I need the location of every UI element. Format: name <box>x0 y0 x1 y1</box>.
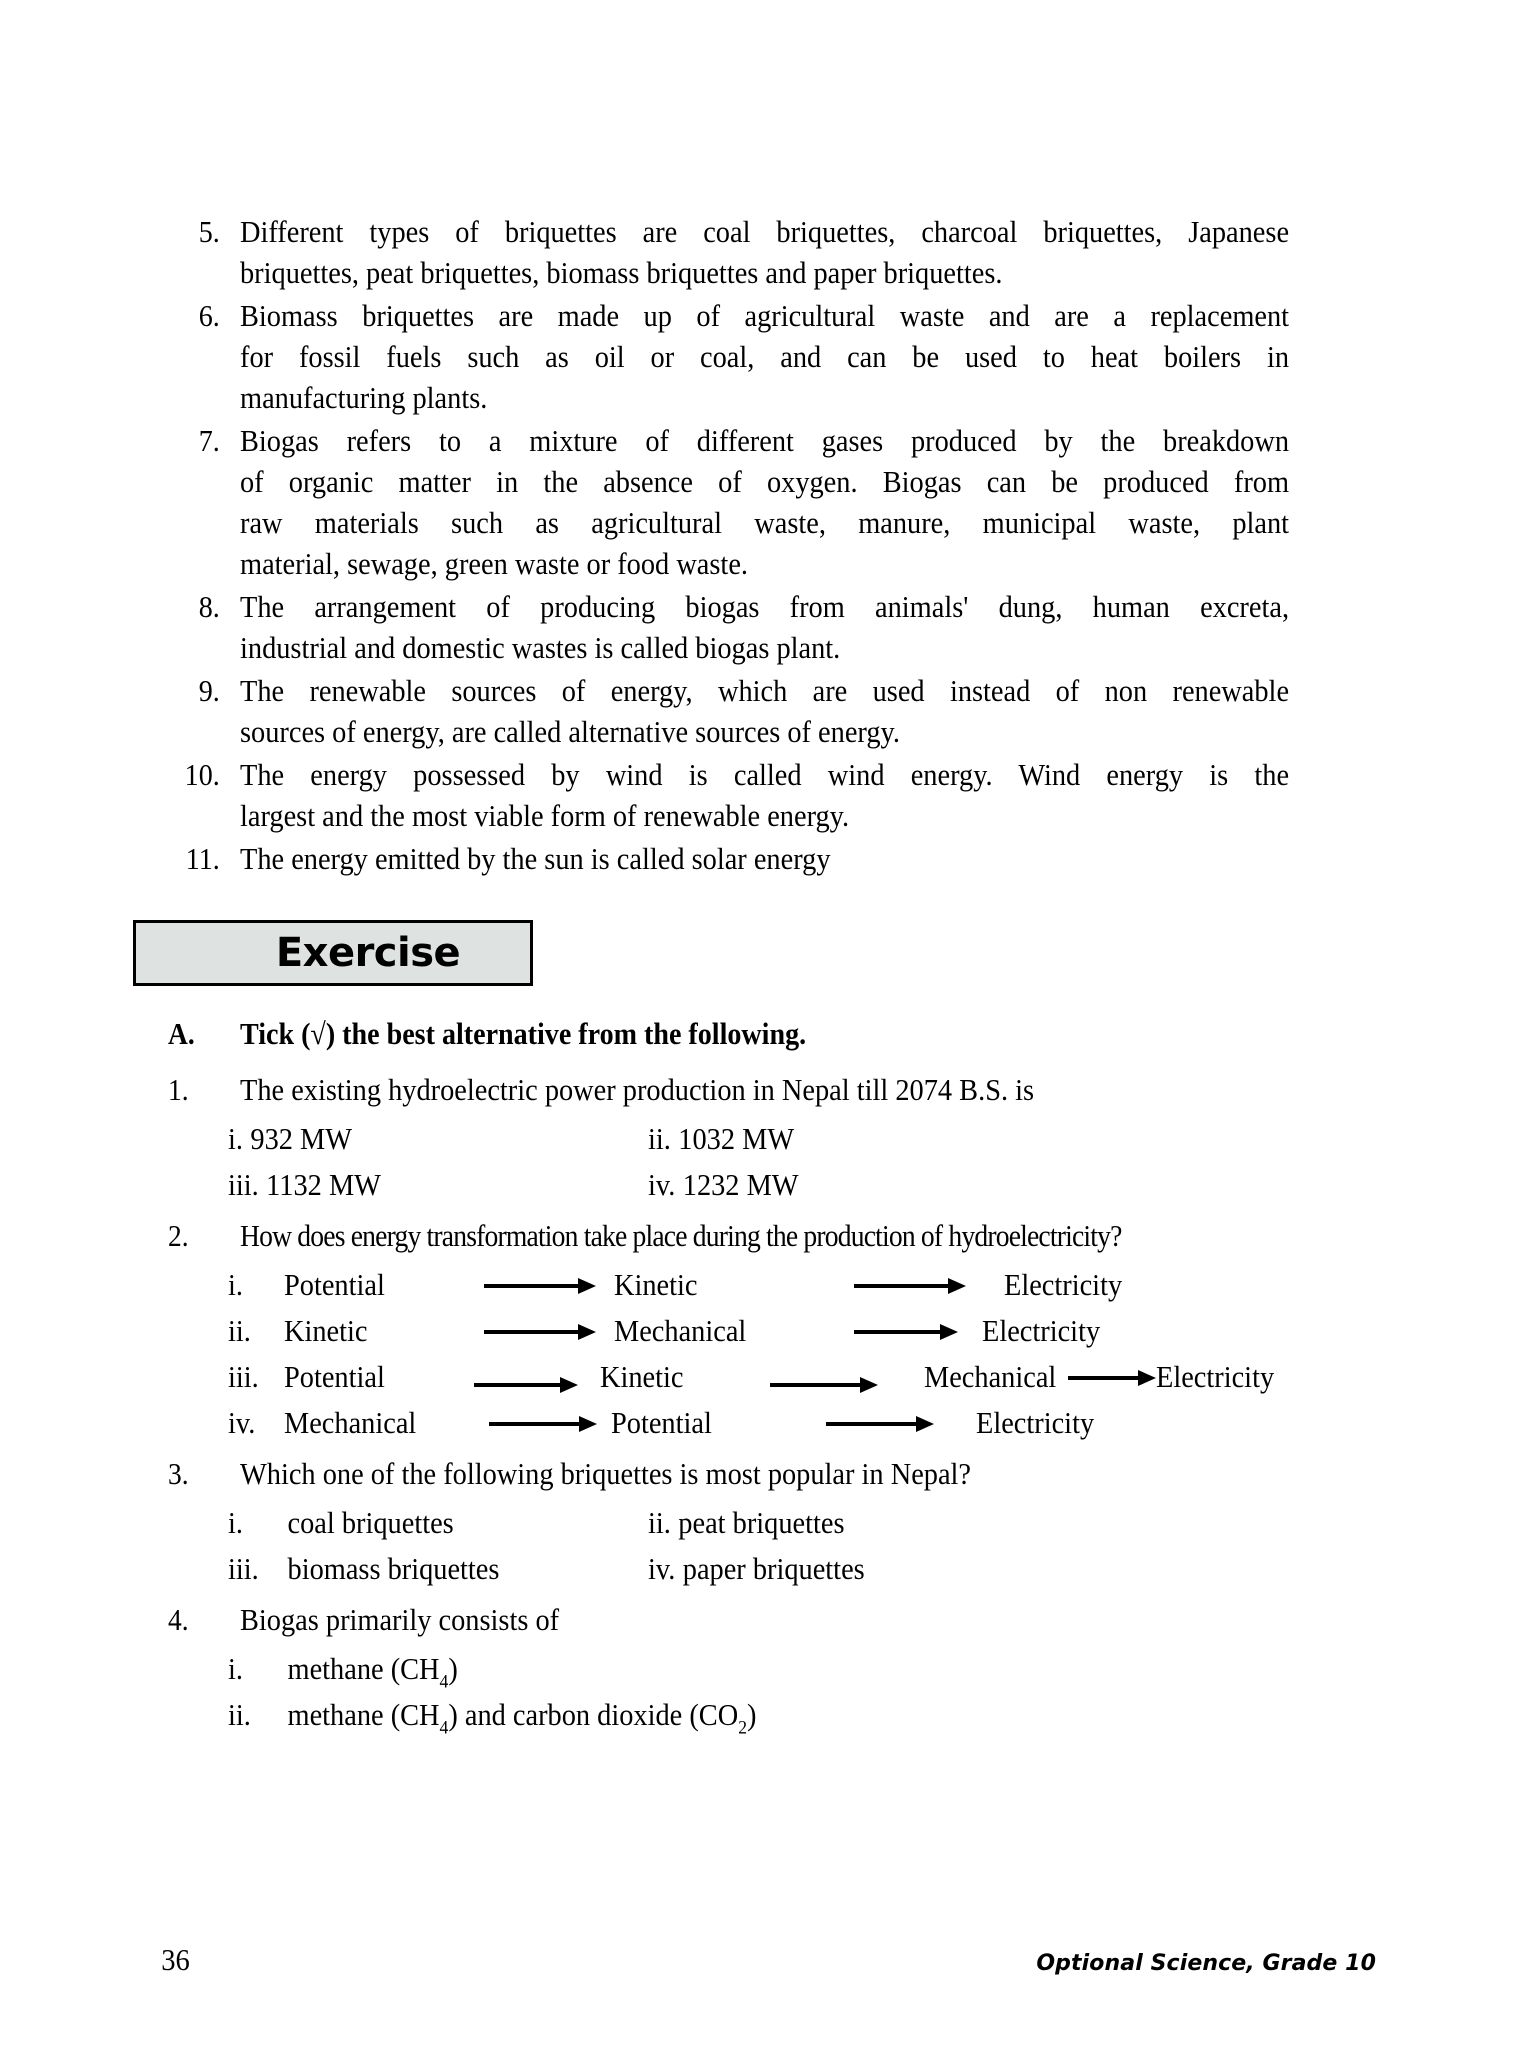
text-line: manufacturing plants. <box>240 381 488 415</box>
question-4-option-ii[interactable] <box>228 1692 1368 1738</box>
summary-point-number: 11. <box>185 842 220 876</box>
chem-subscript: 4 <box>439 1717 449 1739</box>
option-roman: ii. <box>648 1506 671 1540</box>
question-text: The existing hydroelectric power production in Nepal till 2074 B.S. is <box>240 1073 1035 1107</box>
summary-point <box>168 755 1368 837</box>
question-text: Biogas primarily consists of <box>240 1603 560 1637</box>
text-line: The arrangement of producing biogas from animals' dung, human excreta, <box>240 590 1290 624</box>
option-item[interactable] <box>228 1116 619 1162</box>
option-roman: iii. <box>228 1360 259 1394</box>
option-item[interactable] <box>228 1162 619 1208</box>
chain-term: Kinetic <box>600 1360 684 1394</box>
arrow-right-icon <box>484 1325 596 1337</box>
summary-point <box>168 296 1368 419</box>
summary-point-body <box>240 421 1289 585</box>
question-text: How does energy transformation take place during the production of hydroelectricity? <box>240 1219 1122 1253</box>
chain-term: Electricity <box>982 1314 1101 1348</box>
arrow-right-icon <box>854 1325 958 1337</box>
chain-term: Kinetic <box>614 1268 698 1302</box>
question-number: 4. <box>168 1603 189 1637</box>
option-item[interactable] <box>648 1546 1318 1592</box>
arrow-right-icon <box>1068 1371 1156 1383</box>
question-text: Which one of the following briquettes is most popular in Nepal? <box>240 1457 972 1491</box>
option-roman: ii. <box>648 1122 671 1156</box>
summary-point-body <box>240 296 1289 419</box>
chain-term: Electricity <box>1004 1268 1123 1302</box>
text-line: briquettes, peat briquettes, biomass briquettes and paper briquettes. <box>240 256 1003 290</box>
section-a-heading <box>168 1014 1368 1054</box>
section-a-tag: A. <box>168 1017 195 1051</box>
question-2 <box>168 1214 1368 1258</box>
chain-term: Electricity <box>976 1406 1095 1440</box>
text-line: of organic matter in the absence of oxygen. Biogas can be produced from <box>240 465 1290 499</box>
option-roman: ii. <box>228 1698 251 1732</box>
chain-term: Potential <box>611 1406 712 1440</box>
option-label: biomass briquettes <box>287 1552 500 1586</box>
arrow-right-icon <box>489 1417 597 1429</box>
option-item[interactable] <box>228 1546 619 1592</box>
chain-term: Kinetic <box>284 1314 368 1348</box>
question-3-options-row-2 <box>228 1546 1368 1592</box>
summary-point-number: 8. <box>198 590 220 624</box>
question-2-chain-i[interactable] <box>228 1262 1368 1308</box>
text-line: The energy emitted by the sun is called solar energy <box>240 842 831 876</box>
text-line: Different types of briquettes are coal briquettes, charcoal briquettes, Japanese <box>240 215 1290 249</box>
option-label: methane $(CH_4)$ and carbon dioxide $(CO_2)$ <box>287 1698 757 1739</box>
option-label: 1232 MW <box>682 1168 799 1202</box>
question-number: 3. <box>168 1457 189 1491</box>
question-2-chain-ii[interactable] <box>228 1308 1368 1354</box>
summary-points-list <box>168 212 1368 880</box>
chem-subscript: 4 <box>439 1671 449 1693</box>
arrow-right-icon <box>484 1279 596 1291</box>
option-roman: i. <box>228 1122 243 1156</box>
question-3-options-row-1 <box>228 1500 1368 1546</box>
chain-term: Potential <box>284 1360 385 1394</box>
question-4 <box>168 1598 1368 1642</box>
option-label: paper briquettes <box>682 1552 865 1586</box>
summary-point-number: 10. <box>184 758 220 792</box>
chain-term: Electricity <box>1156 1360 1275 1394</box>
summary-point-body <box>240 671 1289 753</box>
text-line: The energy possessed by wind is called wind energy. Wind energy is the <box>240 758 1290 792</box>
summary-point <box>168 671 1368 753</box>
question-4-option-i[interactable] <box>228 1646 1368 1692</box>
option-roman: ii. <box>228 1314 251 1348</box>
option-item[interactable] <box>228 1500 619 1546</box>
text-line: for fossil fuels such as oil or coal, and can be used to heat boilers in <box>240 340 1290 374</box>
summary-point <box>168 839 1368 880</box>
option-label: coal briquettes <box>287 1506 454 1540</box>
summary-point <box>168 421 1368 585</box>
question-number: 2. <box>168 1219 189 1253</box>
option-label: 1132 MW <box>266 1168 381 1202</box>
summary-point-body <box>240 212 1289 294</box>
section-a-title: Tick (√) the best alternative from the following. <box>240 1017 807 1051</box>
option-roman: iii. <box>228 1552 259 1586</box>
text-line: raw materials such as agricultural waste, manure, municipal waste, plant <box>240 506 1290 540</box>
arrow-right-icon <box>770 1378 878 1390</box>
summary-point-number: 7. <box>198 424 220 458</box>
option-label: 1032 MW <box>678 1122 795 1156</box>
arrow-right-icon <box>854 1279 966 1291</box>
option-roman: iii. <box>228 1168 259 1202</box>
option-label: 932 MW <box>250 1122 353 1156</box>
option-roman: i. <box>228 1506 243 1540</box>
option-label: methane $(CH_4)$ <box>287 1652 458 1693</box>
text-line: industrial and domestic wastes is called biogas plant. <box>240 631 841 665</box>
option-roman: i. <box>228 1652 243 1686</box>
summary-point <box>168 587 1368 669</box>
question-2-chain-iii[interactable] <box>228 1354 1368 1400</box>
text-line: The renewable sources of energy, which are used instead of non renewable <box>240 674 1290 708</box>
text-line: Biomass briquettes are made up of agricultural waste and are a replacement <box>240 299 1290 333</box>
option-item[interactable] <box>228 1646 1288 1692</box>
option-item[interactable] <box>648 1116 1318 1162</box>
text-line: material, sewage, green waste or food waste. <box>240 547 748 581</box>
chain-term: Mechanical <box>614 1314 747 1348</box>
exercise-heading-box <box>133 920 533 986</box>
text-line: largest and the most viable form of renewable energy. <box>240 799 850 833</box>
page-number: 36 <box>161 1942 190 1977</box>
option-label: peat briquettes <box>678 1506 845 1540</box>
text-line: sources of energy, are called alternative sources of energy. <box>240 715 900 749</box>
page-footer <box>160 1942 1376 1978</box>
question-2-chain-iv[interactable] <box>228 1400 1368 1446</box>
option-item[interactable] <box>648 1500 1318 1546</box>
summary-point <box>168 212 1368 294</box>
question-1-options-row-1 <box>228 1116 1368 1162</box>
summary-point-body <box>240 755 1289 837</box>
chain-term: Potential <box>284 1268 385 1302</box>
book-reference: Optional Science, Grade 10 <box>1036 1951 1376 1976</box>
option-item[interactable] <box>648 1162 1318 1208</box>
option-roman: i. <box>228 1268 243 1302</box>
option-roman: iv. <box>648 1552 676 1586</box>
chem-subscript: 2 <box>738 1717 747 1739</box>
summary-point-number: 5. <box>198 215 220 249</box>
option-roman: iv. <box>648 1168 676 1202</box>
summary-point-body <box>240 839 1289 880</box>
summary-point-number: 9. <box>198 674 220 708</box>
question-3 <box>168 1452 1368 1496</box>
question-number: 1. <box>168 1073 189 1107</box>
question-1 <box>168 1068 1368 1112</box>
page-content <box>168 212 1368 1738</box>
summary-point-body <box>240 587 1289 669</box>
arrow-right-icon <box>474 1378 578 1390</box>
exercise-heading-label: Exercise <box>275 930 461 976</box>
summary-point-number: 6. <box>198 299 220 333</box>
chain-term: Mechanical <box>924 1360 1057 1394</box>
question-1-options-row-2 <box>228 1162 1368 1208</box>
arrow-right-icon <box>826 1417 934 1429</box>
option-item[interactable] <box>228 1692 1288 1738</box>
chain-term: Mechanical <box>284 1406 417 1440</box>
option-roman: iv. <box>228 1406 256 1440</box>
text-line: Biogas refers to a mixture of different gases produced by the breakdown <box>240 424 1290 458</box>
